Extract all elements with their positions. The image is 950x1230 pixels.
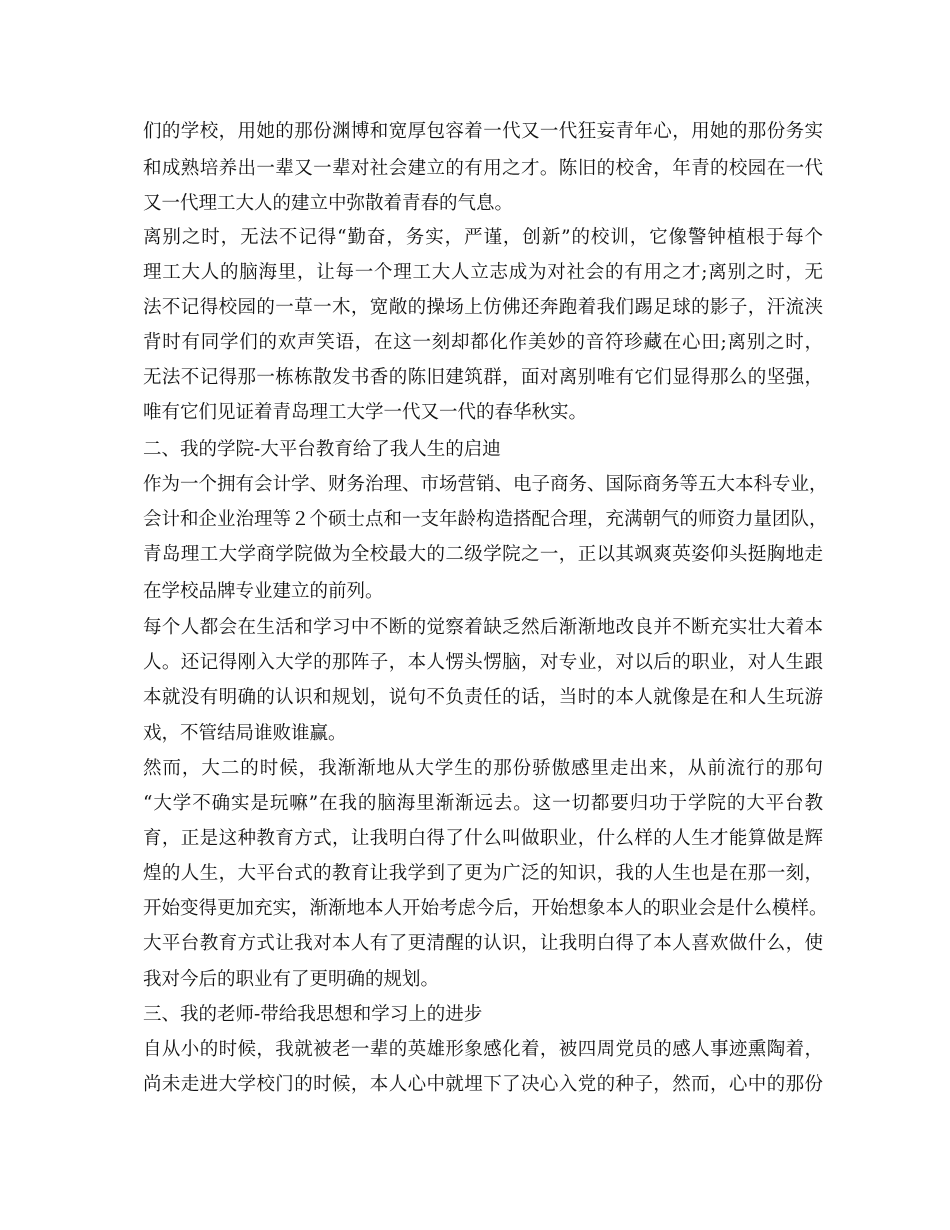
text-line: 自从小的时候，我就被老一辈的英雄形象感化着，被四周党员的感人事迹熏陶着， [143,1039,823,1060]
text-line: 每个人都会在生活和学习中不断的觉察着缺乏然后渐渐地改良并不断充实壮大着本 [143,617,823,638]
text-line: “大学不确实是玩嘛”在我的脑海里渐渐远去。这一切都要归功于学院的大平台教 [143,793,823,814]
text-line: 青岛理工大学商学院做为全校最大的二级学院之一，正以其飒爽英姿仰头挺胸地走 [143,544,823,565]
text-line: 开始变得更加充实，渐渐地本人开始考虑今后，开始想象本人的职业会是什么模样。 [143,898,828,919]
text-line: 离别之时，无法不记得“勤奋，务实，严谨，创新”的校训，它像警钟植根于每个 [143,227,823,248]
text-line: 法不记得校园的一草一木，宽敞的操场上仿佛还奔跑着我们踢足球的影子，汗流浃 [143,297,823,318]
text-line: 育，正是这种教育方式，让我明白得了什么叫做职业，什么样的人生才能算做是辉 [143,828,823,849]
text-line: 然而，大二的时候，我渐渐地从大学生的那份骄傲感里走出来，从前流行的那句 [143,758,823,779]
text-line: 背时有同学们的欢声笑语，在这一刻却都化作美妙的音符珍藏在心田;离别之时， [143,332,823,353]
text-line: 无法不记得那一栋栋散发书香的陈旧建筑群，面对离别唯有它们显得那么的坚强， [143,367,823,388]
text-line: 煌的人生，大平台式的教育让我学到了更为广泛的知识，我的人生也是在那一刻， [143,863,823,884]
section-heading: 二、我的学院-大平台教育给了我人生的启迪 [143,439,501,460]
text-line: 在学校品牌专业建立的前列。 [143,581,384,602]
text-line: 唯有它们见证着青岛理工大学一代又一代的春华秋实。 [143,402,588,423]
text-line: 理工大人的脑海里，让每一个理工大人立志成为对社会的有用之才;离别之时，无 [143,262,823,283]
section-heading: 三、我的老师-带给我思想和学习上的进步 [143,1004,483,1025]
text-line: 尚未走进大学校门的时候，本人心中就埋下了决心入党的种子，然而，心中的那份 [143,1074,823,1095]
text-line: 和成熟培养出一辈又一辈对社会建立的有用之才。陈旧的校舍，年青的校园在一代 [143,158,823,179]
text-line: 大平台教育方式让我对本人有了更清醒的认识，让我明白得了本人喜欢做什么，使 [143,933,823,954]
text-line: 又一代理工大人的建立中弥散着青春的气息。 [143,193,514,214]
text-line: 本就没有明确的认识和规划，说句不负责任的话，当时的本人就像是在和人生玩游 [143,687,823,708]
text-line: 人。还记得刚入大学的那阵子，本人愣头愣脑，对专业，对以后的职业，对人生跟 [143,652,823,673]
text-line: 们的学校，用她的那份渊博和宽厚包容着一代又一代狂妄青年心，用她的那份务实 [143,121,823,142]
text-line: 作为一个拥有会计学、财务治理、市场营销、电子商务、国际商务等五大本科专业， [143,474,828,495]
text-line: 我对今后的职业有了更明确的规划。 [143,969,440,990]
text-line: 戏，不管结局谁败谁赢。 [143,723,347,744]
text-line: 会计和企业治理等２个硕士点和一支年龄构造搭配合理，充满朝气的师资力量团队， [143,509,828,530]
